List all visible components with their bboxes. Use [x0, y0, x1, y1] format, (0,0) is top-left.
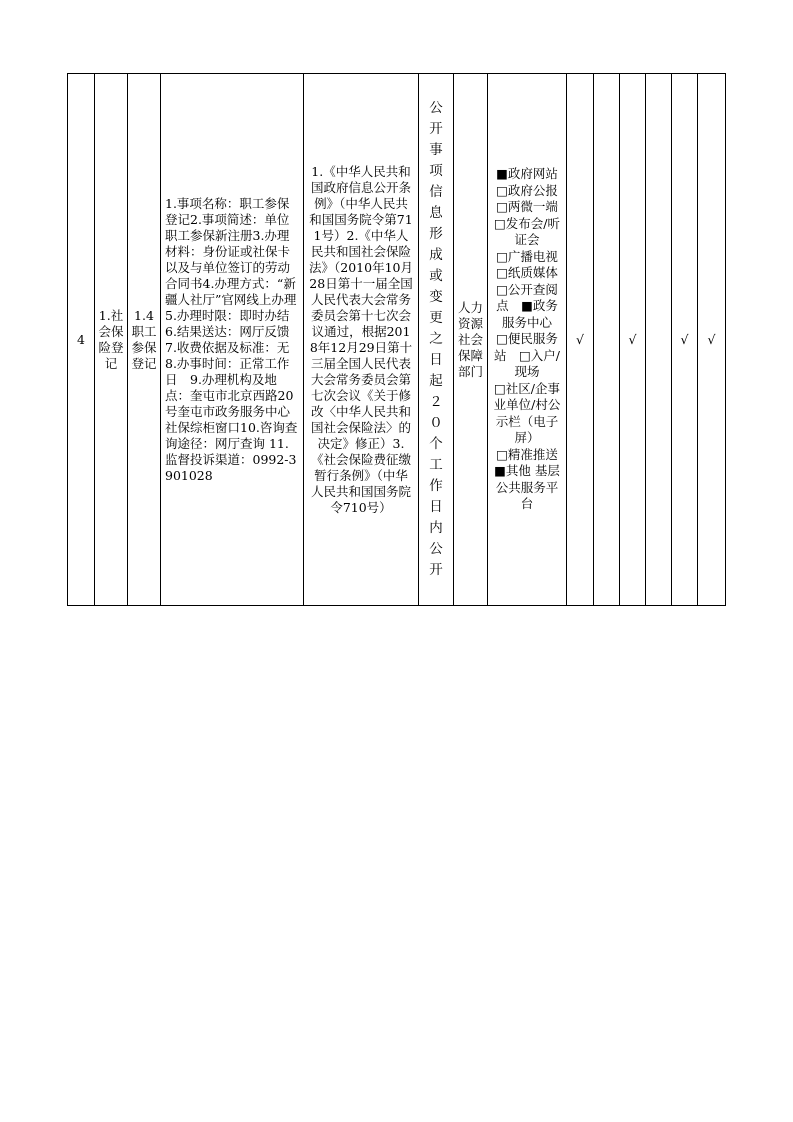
time-limit-char: 形 [429, 226, 443, 242]
time-limit-char: 开 [429, 121, 443, 137]
channel-item: □政府公报 [496, 182, 558, 198]
department-cell: 人力资源社会保障部门 [454, 74, 488, 606]
time-limit-char: 项 [429, 163, 443, 179]
time-limit-char: 起 [429, 373, 443, 389]
channel-item: ■其他 基层公共服务平台 [494, 463, 560, 512]
check-mark-cell [646, 74, 672, 606]
time-limit-char: 公 [429, 100, 443, 116]
channel-item: □发布会/听证会 [493, 215, 561, 248]
time-limit-char: 更 [429, 310, 443, 326]
time-limit-char: ０ [429, 415, 443, 431]
time-limit-char: 变 [429, 289, 443, 305]
time-limit-char: 息 [429, 205, 443, 221]
category-cell: 1.社会保险登记 [95, 74, 128, 606]
channel-item: □纸质媒体 [496, 265, 558, 281]
time-limit-char: 或 [429, 268, 443, 284]
channel-item: □两微一端 [496, 199, 558, 215]
item-cell: 1.4职工参保登记 [128, 74, 161, 606]
time-limit-char: 个 [429, 436, 443, 452]
channel-item: □社区/企事业单位/村公示栏（电子屏） [493, 380, 561, 446]
time-limit-char: 之 [429, 331, 443, 347]
time-limit-char: 日 [429, 352, 443, 368]
time-limit-cell [419, 74, 454, 606]
channel-item: □广播电视 [496, 248, 558, 264]
time-limit-char: 开 [429, 562, 443, 578]
channel-item: □公开查阅点 ■政务服务中心 [496, 281, 558, 330]
time-limit-char: 作 [429, 478, 443, 494]
check-mark-cell: √ [698, 74, 726, 606]
time-limit-char: 内 [429, 520, 443, 536]
content-cell: 1.事项名称：职工参保登记2.事项简述：单位职工参保新注册3.办理材料：身份证或社保卡以及与单位签订的劳动合同书4.办理方式：“新疆人社厅”官网线上办理5.办理时限：即时办结6.结果送达：网厅反馈7.收费依据及标准：无8.办事时间：正常工作日 9.办理机构及地点：奎屯市北京西路20号奎屯市政务服务中心社保综柜窗口10.咨询查询途径：网厅查询 11.监督投诉渠道：0992-3901028 [161, 74, 304, 606]
basis-cell: 1.《中华人民共和国政府信息公开条例》（中华人民共和国国务院令第711号）2.《中华人民共和国社会保险法》（2010年10月28日第十一届全国人民代表大会常务委员会第十七次会议通过，根据2018年12月29日第十三届全国人民代表大会常务委员会第七次会议《关于修改〈中华人民共和国社会保险法〉的决定》修正）3.《社会保险费征缴暂行条例》（中华人民共和国国务院令710号） [304, 74, 419, 606]
channel-item: ■政府网站 [496, 166, 558, 182]
channels-cell [488, 74, 567, 606]
time-limit-char: 事 [429, 142, 443, 158]
time-limit-char: 日 [429, 499, 443, 515]
check-mark-cell: √ [567, 74, 594, 606]
time-limit-char: 成 [429, 247, 443, 263]
time-limit-char: 工 [429, 457, 443, 473]
channel-item: □精准推送 [496, 446, 558, 462]
table-row [68, 74, 726, 606]
check-mark-cell: √ [620, 74, 646, 606]
check-mark-cell [594, 74, 620, 606]
channel-item: □便民服务站 □入户/现场 [493, 331, 561, 380]
time-limit-char: 公 [429, 541, 443, 557]
check-mark-cell: √ [672, 74, 698, 606]
time-limit-char: ２ [429, 394, 443, 410]
disclosure-table [67, 73, 726, 606]
row-index: 4 [68, 74, 95, 606]
time-limit-char: 信 [429, 184, 443, 200]
